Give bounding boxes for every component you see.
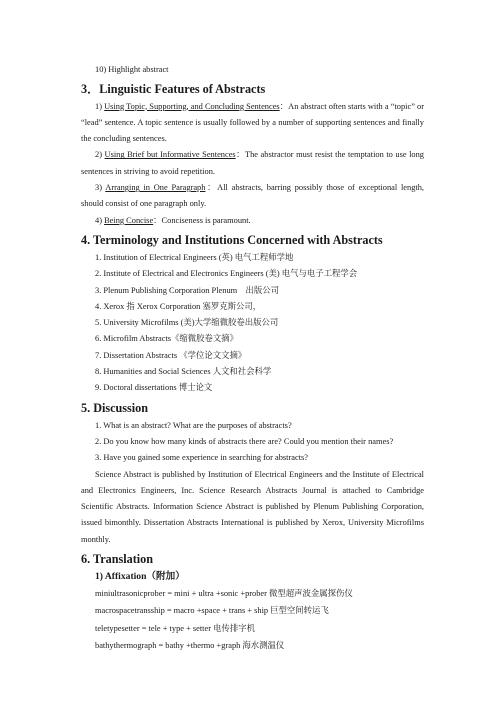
discussion-paragraph: Science Abstract is published by Institution of Electrical Engineers and the Institute of Electrical and Electronics Engineers, Inc. Science Research Abstracts Journal is attached to Cambridge Scientific Abstracts. Information Science Abstract is published by Plenum Publishing Corporation, issued bimonthly. Dissertation Abstracts International is published by Xerox, University Microfilms monthly. bbox=[81, 469, 424, 544]
discussion-question: 2. Do you know how many kinds of abstracts there are? Could you mention their names? bbox=[95, 436, 394, 446]
term-item: 9. Doctoral dissertations 博士论文 bbox=[95, 383, 213, 393]
item-number: 2) bbox=[95, 150, 105, 160]
item-number: 3) bbox=[95, 183, 106, 193]
term-item: 4. Xerox 指 Xerox Corporation 塞罗克斯公司， bbox=[95, 301, 262, 311]
item-term: Being Concise bbox=[104, 215, 154, 225]
term-item: 1. Institution of Electrical Engineers (英) 电气工程师学地 bbox=[95, 252, 294, 262]
translation-item: bathythermograph = bathy +thermo +graph 海水测温仪 bbox=[95, 641, 285, 651]
item-separator: ： bbox=[279, 101, 289, 111]
item-term: Arranging in One Paragraph bbox=[105, 183, 206, 193]
section-4-heading: 4. Terminology and Institutions Concerned with Abstracts bbox=[81, 232, 383, 247]
translation-item: macrospacetransship = macro +space + trans + ship 巨型空间转运飞 bbox=[95, 606, 329, 616]
item-text: An abstract often starts with a “topic” or “lead” sentence. A topic sentence is usually followed by a number of supporting sentences and finally the concluding sentences. bbox=[81, 101, 425, 144]
discussion-question: 1. What is an abstract? What are the purposes of abstracts? bbox=[95, 420, 292, 430]
feature-item bbox=[81, 180, 424, 213]
feature-item bbox=[81, 213, 424, 229]
section-3-items bbox=[81, 99, 424, 229]
term-item: 6. Microfilm Abstracts《缩微胶卷文摘》 bbox=[95, 334, 239, 344]
top-line: 10) Highlight abstract bbox=[95, 65, 169, 74]
item-number: 4) bbox=[95, 215, 105, 225]
term-item: 8. Humanities and Social Sciences 人文和社会科学 bbox=[95, 367, 272, 377]
section-3-heading: 3．Linguistic Features of Abstracts bbox=[81, 81, 266, 96]
item-term: Using Topic, Supporting, and Concluding Sentences bbox=[104, 101, 280, 111]
discussion-question: 3. Have you gained some experience in searching for abstracts? bbox=[95, 453, 309, 463]
feature-item bbox=[81, 99, 424, 148]
item-text: All abstracts, barring possibly those of exceptional length, should consist of one paragraph only. bbox=[81, 183, 425, 209]
term-item: 3. Plenum Publishing Corporation Plenum 出版公司 bbox=[95, 285, 280, 295]
term-item: 5. University Microfilms (美)大学缩微胶卷出版公司 bbox=[95, 318, 279, 328]
section-5-heading: 5. Discussion bbox=[81, 400, 149, 415]
term-item: 7. Dissertation Abstracts 《学位论文文摘》 bbox=[95, 350, 247, 360]
translation-item: miniultrasonicprober = mini + ultra +sonic +prober 微型超声波金属探伤仪 bbox=[95, 589, 353, 599]
item-text: Conciseness is paramount. bbox=[161, 215, 251, 225]
item-term: Using Brief but Informative Sentences bbox=[104, 150, 236, 160]
section-5-items bbox=[81, 418, 424, 467]
item-number: 1) bbox=[95, 101, 105, 111]
term-item: 2. Institute of Electrical and Electronics Engineers (美) 电气与电子工程学会 bbox=[95, 269, 358, 279]
item-text: The abstractor must resist the temptation to use long sentences in striving to avoid repetition. bbox=[81, 150, 424, 176]
section-4-items bbox=[81, 250, 424, 397]
item-separator: ： bbox=[153, 215, 162, 225]
section-6-subheading: 1) Affixation（附加） bbox=[95, 571, 185, 583]
feature-item bbox=[81, 147, 424, 180]
section-6-items bbox=[81, 585, 424, 655]
section-6-heading: 6. Translation bbox=[81, 552, 154, 567]
translation-item: teletypesetter = tele + type + setter 电传排字机 bbox=[95, 623, 255, 633]
item-separator: ： bbox=[205, 183, 218, 193]
item-separator: ： bbox=[235, 150, 245, 160]
